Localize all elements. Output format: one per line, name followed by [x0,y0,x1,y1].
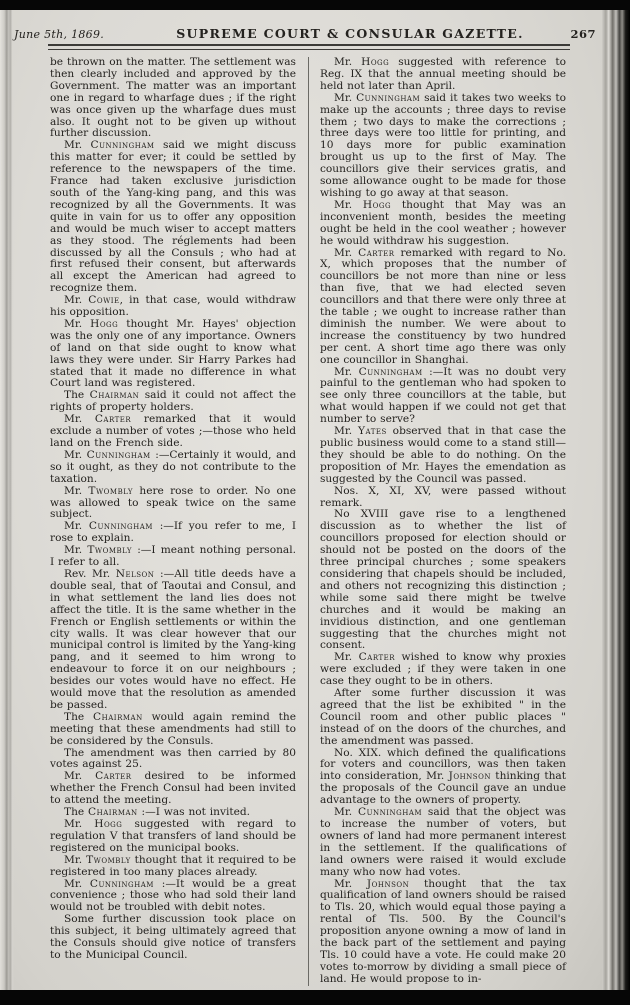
text-run: No XVIII gave rise to a lengthened discussion as to whether the list of councillors proposed for election should or should not be posted on the doors of the three principal churches ; some speakers considering that chapels should be included, and others not recognizing this distinction ; while some said there might be twelve churches and it would be making an invidious distinction, and one gentleman suggesting that the churches might not consent. [320,508,566,652]
text-run: Mr. [64,770,96,783]
paragraph [50,414,296,450]
speaker-name: Yates [358,425,387,438]
text-run: Mr. [334,365,359,378]
speaker-name: Cunningham [357,806,423,819]
text-run: The [64,806,89,819]
text-run: Mr. [64,818,95,830]
paragraph [320,688,566,748]
speaker-name: Cunningham [356,91,421,104]
paragraph [320,652,566,688]
text-run: wished to know why proxies were excluded ; if they were taken in one case they ought to be in others. [320,651,566,688]
paragraph [50,569,296,712]
text-run: :—All title deeds have a double seal, that of Taoutai and Consul, and in what settlement the land lies does not affect the title. It is the same whether in the French or English settlements or within the city walls. It was clear however that our municipal control is limited by the Yang-king pang, and it seemed to him wrong to endeavour to force it on our neighbours ; besides our votes would have no effect. He would move that the resolution as amended be passed. [50,567,296,711]
masthead-title: SUPREME COURT & CONSULAR GAZETTE. [176,26,524,41]
paragraph [50,748,296,772]
text-run: Mr. [334,91,357,104]
speaker-name: Johnson [448,770,491,783]
text-run: Mr. [64,139,91,152]
text-run: said it could not affect the rights of property holders. [50,389,297,414]
text-run: Mr. [64,413,95,426]
speaker-name: Hogg [362,198,392,211]
text-run: :—It was no doubt very painful to the gentleman who had spoken to see only three councillors at the table, but what would happen if we could not get that number to serve? [320,365,566,426]
text-run: Mr. [334,806,358,819]
speaker-name: Cunningham [358,365,423,378]
speaker-name: Hogg [94,818,123,830]
paragraph [50,819,296,855]
text-run: thinking that the proposals of the Council gave an undue advantage to the owners of property. [320,770,567,807]
text-run: Mr. [64,853,87,866]
paragraph [320,509,566,652]
text-run: would again remind the meeting that these amendments had still to be considered by the Consuls. [50,710,296,747]
paragraph [320,879,566,986]
text-run: Mr. [64,448,87,461]
text-run: Mr. [64,294,89,307]
text-run: here rose to order. No one was allowed to speak twice on the same subject. [50,484,296,521]
speaker-name: Hogg [90,317,119,330]
speaker-name: Carter [358,651,396,664]
paragraph [320,748,566,808]
column-divider [308,57,309,986]
paragraph [50,521,296,545]
speaker-name: Chairman [88,806,138,819]
speaker-name: Cunningham [90,139,155,152]
paragraph [50,712,296,748]
left-column [50,57,296,986]
gazette-page [0,10,602,990]
paragraph [320,486,566,510]
speaker-name: Carter [94,413,132,426]
paragraph [50,450,296,486]
masthead-page-number: 267 [570,27,596,41]
text-run: After some further discussion it was agreed that the list be exhibited " in the Council room and other public places " instead of on the doors of the churches, and the amendment was passed. [320,687,566,747]
text-run: Mr. [334,56,362,68]
text-run: remarked with regard to No. X, which proposes that the number of councillors be not more than nine or less than five, that we had elected seven councillors and that there were only three at the table ; we ought to increase rather than diminish the number. We were about to increase the constituency by two hundred per cent. A short time ago there was only one councillor in Shanghai. [320,246,567,366]
text-run: Mr. [334,877,367,890]
text-run: Mr. [64,520,89,533]
article-columns [50,57,566,986]
text-run: be thrown on the matter. The settlement was then clearly included and approved by the Government. The matter was an important one in regard to wharfage dues ; if the right was once given up the wharfage dues must also. It ought not to be given up without further discussion. [50,56,296,140]
text-run: said we might discuss this matter for ever; it could be settled by reference to the newspapers of the time. France had taken exclusive jurisdiction south of the Yang-king pang, and this was recognized by all the Governments. It was quite in vain for us to offer any opposition and would be much wiser to accept matters as they stood. The réglements had been discussed by all the Consuls ; who had at first refused their consent, but afterwards all except the American had agreed to recognize them. [50,139,297,295]
paragraph [50,486,296,522]
text-run: :—I was not invited. [137,806,251,819]
text-run: suggested with reference to Reg. IX that the annual meeting should be held not later than April. [320,56,566,92]
paragraph [50,914,296,962]
speaker-name: Chairman [89,389,140,402]
text-run: thought that the tax qualification of land owners should be raised to Tls. 20, which would equal those paying a rental of Tls. 500. By the Council's proposition anyone owning a mow of land in the back part of the settlement and paying Tls. 10 could have a vote. He could make 20 votes to-morrow by dividing a small piece of land. He would propose to in- [320,877,567,985]
masthead [0,10,602,41]
speaker-name: Chairman [93,710,143,723]
text-run: No. XIX. which defined the qualifications for voters and councillors, was then taken into consideration, Mr. [320,746,566,783]
text-run: said it takes two weeks to make up the accounts ; three days to revise them ; two days to make the corrections ; three days were too little for printing, and 10 days more for public examination brought us up to the first of May. The councillors give their services gratis, and some allowance ought to be made for those wishing to go away at that season. [320,91,566,199]
text-run: :—Certainly it would, and so it ought, as they do not contribute to the taxation. [50,448,296,485]
paragraph [320,367,566,427]
text-run: The [64,389,90,402]
text-run: Nos. X, XI, XV, were passed without remark. [320,484,566,509]
paragraph [50,545,296,569]
text-run: thought that May was an inconvenient month, besides the meeting ought be held in the cool weather ; however he would withdraw his suggestion. [320,198,566,247]
paragraph [50,390,296,414]
text-run: observed that in that case the public business would come to a stand still—they should be able to do nothing. On the proposition of Mr. Hayes the emendation as suggested by the Council was passed. [320,425,566,485]
text-run: :—I meant nothing personal. I refer to all. [50,544,296,569]
text-run: remarked that it would exclude a number of votes ;—those who held land on the French side. [50,413,296,449]
right-column [320,57,566,986]
text-run: Mr. [334,425,359,438]
text-run: Some further discussion took place on this subject, it being ultimately agreed that the Consuls should give notice of transfers to the Municipal Council. [50,913,296,961]
speaker-name: Cunningham [89,877,154,890]
text-run: Mr. [64,544,88,557]
text-run: desired to be informed whether the French Consul had been invited to attend the meeting. [50,770,296,807]
speaker-name: Cunningham [86,448,151,461]
paragraph [50,879,296,915]
left-page-edge [0,10,14,990]
text-run: thought Mr. Hayes' objection was the only one of any importance. Owners of land on that side ought to know what laws they were under. Sir Harry Parkes had stated that it made no difference in what Court land was registered. [50,317,296,390]
speaker-name: Twombly [86,853,131,866]
text-run: Mr. [334,651,359,664]
text-run: Rev. Mr. [64,567,116,580]
paragraph [50,140,296,295]
paragraph [50,295,296,319]
text-run: :—It would be a great convenience ; those who had sold their land would not be troubled with debit notes. [50,877,297,914]
text-run: Mr. [334,246,359,259]
speaker-name: Cowie [88,294,120,307]
speaker-name: Carter [358,246,395,259]
text-run: Mr. [64,877,90,890]
text-run: The amendment was then carried by 80 votes against 25. [50,746,296,771]
text-run: Mr. [64,317,91,330]
right-page-edges [602,10,630,990]
paragraph [320,200,566,248]
text-run: Mr. [64,484,89,497]
speaker-name: Cunningham [88,520,153,533]
paragraph [320,248,566,367]
paragraph [320,57,566,93]
text-run: :—If you refer to me, I rose to explain. [50,520,297,545]
text-run: said that the object was to increase the number of voters, but owners of land had more permanent interest in the settlement. If the qualifications of land owners were raised it would exclude many who now had votes. [320,806,566,878]
speaker-name: Nelson [115,567,155,580]
double-rule [48,44,570,50]
text-run: , in that case, would withdraw his opposition. [50,294,296,319]
paragraph [50,855,296,879]
paragraph [50,771,296,807]
speaker-name: Johnson [366,877,410,890]
text-run: Mr. [334,198,363,211]
paragraph [320,807,566,878]
paragraph [50,57,296,140]
speaker-name: Carter [95,770,132,783]
masthead-date: June 5th, 1869. [14,28,105,41]
paragraph [50,319,296,390]
text-run: suggested with regard to regulation V that transfers of land should be registered on the municipal books. [50,818,296,854]
speaker-name: Hogg [361,56,390,68]
paragraph [320,426,566,486]
paragraph [320,93,566,200]
speaker-name: Twombly [87,544,132,557]
text-run: thought that it required to be registered in too many places already. [50,853,296,878]
speaker-name: Twombly [88,484,134,497]
text-run: The [64,710,94,723]
